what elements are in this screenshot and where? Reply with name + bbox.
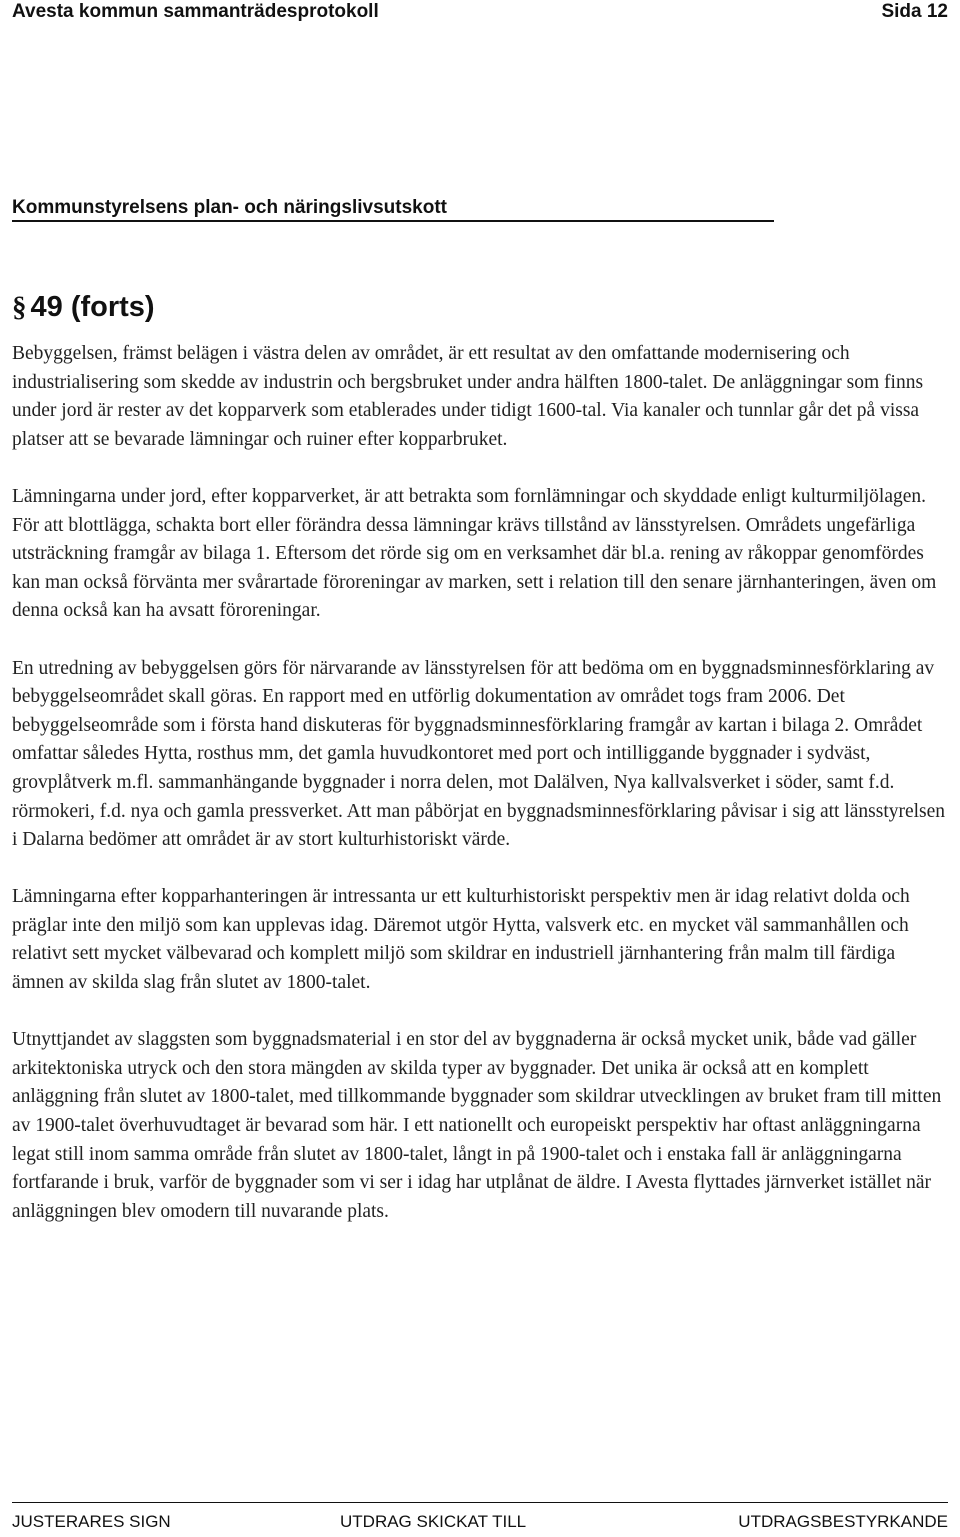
paragraph-5: Utnyttjandet av slaggsten som byggnadsmaterial i en stor del av byggnaderna är också mycket unik, både vad gäller arkitektoniska utryck och den stora mängden av skilda typer av byggnader. Det unika är också att en komplett anläggning från slutet av 1800-talet, med tillkommande byggnader som skildrar utvecklingen av bruket fram till mitten av 1900-talet överhuvudtaget är bevarad som här. I ett nationellt och europeiskt perspektiv har oftast anläggningarna legat still inom samma område från slutet av 1800-talet, långt in på 1900-talet och i enstaka fall är anläggningarna fortfarande i bruk, varför de byggnader som vi ser i idag har utplånat de äldre. I Avesta flyttades järnverket istället när anläggningen blev omodern till nuvarande plats.	[12, 1029, 942, 1222]
paragraph-2: Lämningarna under jord, efter kopparverket, är att betrakta som fornlämningar och skyddade enligt kulturmiljölagen. För att blottlägga, schakta bort eller förändra dessa lämningar krävs tillstånd av länsstyrelsen. Områdets ungefärliga utsträckning framgår av bilaga 1. Eftersom det rörde sig om en verksamhet där bl.a. rening av råkoppar genomfördes kan man också förvänta mer svårartade föroreningar av marken, sett i relation till den senare järnhanteringen, även om denna också kan ha avsatt föroreningar.	[12, 485, 937, 622]
page-number: Sida 12	[881, 1, 948, 22]
paragraph-4: Lämningarna efter kopparhanteringen är intressanta ur ett kulturhistoriskt perspektiv men är idag relativt dolda och präglar inte den miljö som kan upplevas idag. Däremot utgör Hytta, valsverk etc. en mycket väl sammanhållen och relativt sett mycket välbevarad och komplett miljö som skildrar en industriell järnhantering från malm till färdiga ämnen av skilda slag från slutet av 1800-talet.	[12, 886, 910, 994]
document-title: Avesta kommun sammanträdesprotokoll	[12, 1, 379, 22]
committee-heading: Kommunstyrelsens plan- och näringslivsutskott	[12, 196, 774, 222]
section-number: 49 (forts)	[30, 291, 155, 323]
footer-justerares-sign: JUSTERARES SIGN	[12, 1512, 171, 1531]
paragraph-1: Bebyggelsen, främst belägen i västra delen av området, är ett resultat av den omfattande modernisering och industrialisering som skedde av industrin och bergsbruket under andra hälften 1800-talet. De anläggningar som finns under jord är rester av det kopparverk som etablerades under tidigt 1600-tal. Via kanaler och tunnlar går det på vissa platser att se bevarade lämningar och ruiner efter kopparbruket.	[12, 343, 924, 450]
section-title	[12, 289, 155, 325]
footer-utdragsbestyrkande: UTDRAGSBESTYRKANDE	[738, 1512, 948, 1531]
footer-utdrag-skickat: UTDRAG SKICKAT TILL	[340, 1512, 527, 1531]
paragraph-3: En utredning av bebyggelsen görs för närvarande av länsstyrelsen för att bedöma om en byggnadsminnesförklaring av bebyggelseområdet skall göras. En rapport med en utförlig dokumentation av området togs fram 2006. Det bebyggelseområde som i första hand diskuteras för byggnadsminnesförklaring framgår av kartan i bilaga 2. Området omfattar således Hytta, rosthus mm, det gamla huvudkontoret med port och intilliggande byggnader i sydväst, grovplåtverk m.fl. sammanhängande byggnader i norra delen, mot Dalälven, Nya kallvalsverket i söder, samt f.d. rörmokeri, f.d. nya och gamla pressverket. Att man påbörjat en byggnadsminnesförklaring påvisar i sig att länsstyrelsen i Dalarna bedömer att området är av stort kulturhistoriskt värde.	[12, 657, 946, 851]
page-header	[12, 0, 948, 24]
page-footer	[12, 1502, 948, 1535]
section-symbol: §	[12, 291, 27, 323]
body-text	[12, 340, 952, 1255]
